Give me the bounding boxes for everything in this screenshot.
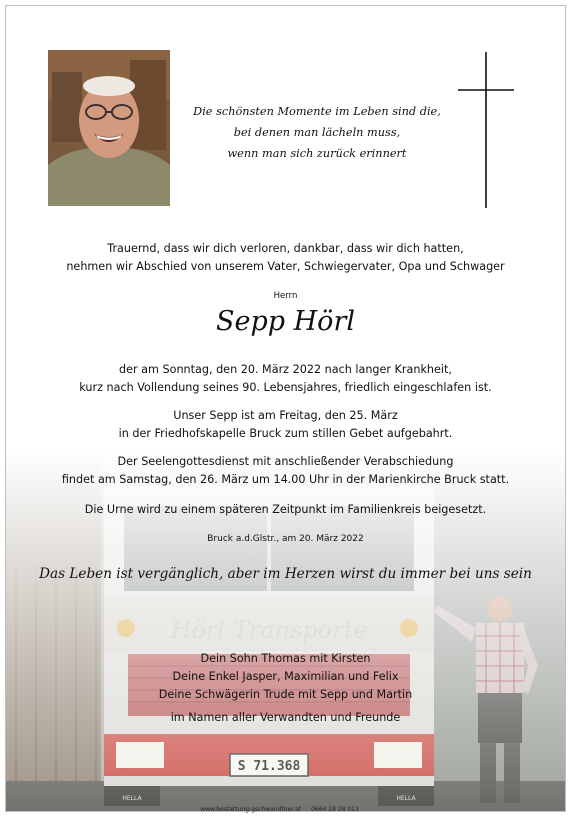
death-line: kurz nach Vollendung seines 90. Lebensjahres, friedlich eingeschlafen ist. <box>79 381 492 394</box>
service-text <box>6 453 565 489</box>
death-text <box>6 361 565 397</box>
quote-line: Die schönsten Momente im Leben sind die, <box>193 105 441 118</box>
service-line: Der Seelengottesdienst mit anschließender Verabschiedung <box>117 455 454 468</box>
urn-line: Die Urne wird zu einem späteren Zeitpunkt im Familienkreis beigesetzt. <box>84 503 487 516</box>
quote-line: wenn man sich zurück erinnert <box>227 147 407 160</box>
deceased-name: Sepp Hörl <box>216 306 355 337</box>
mourner-line: Deine Enkel Jasper, Maximilian und Felix <box>172 670 399 683</box>
mourner-line: Dein Sohn Thomas mit Kirsten <box>200 652 371 665</box>
death-line: der am Sonntag, den 20. März 2022 nach langer Krankheit, <box>119 363 452 376</box>
motto: Das Leben ist vergänglich, aber im Herzen wirst du immer bei uns sein <box>39 566 532 582</box>
footer-phone: 0664 28 28 013 <box>311 806 359 813</box>
intro-text <box>6 240 565 276</box>
portrait-photo <box>48 50 170 206</box>
place-date: Bruck a.d.Glstr., am 20. März 2022 <box>207 534 364 544</box>
footer <box>0 806 559 813</box>
quote-line: bei denen man lächeln muss, <box>233 126 401 139</box>
mourners-list <box>6 650 565 704</box>
intro-line: nehmen wir Abschied von unserem Vater, Schwiegervater, Opa und Schwager <box>66 260 505 273</box>
viewing-text <box>6 407 565 443</box>
parte-sheet <box>5 5 566 812</box>
viewing-line: Unser Sepp ist am Freitag, den 25. März <box>173 409 398 422</box>
relatives-text: im Namen aller Verwandten und Freunde <box>170 711 401 724</box>
salutation: Herrn <box>273 291 298 301</box>
service-line: findet am Samstag, den 26. März um 14.00 Uhr in der Marienkirche Bruck statt. <box>61 473 510 486</box>
cross-icon <box>458 52 518 208</box>
intro-line: Trauernd, dass wir dich verloren, dankbar, dass wir dich hatten, <box>107 242 464 255</box>
mourner-line: Deine Schwägerin Trude mit Sepp und Martin <box>158 688 413 701</box>
footer-website[interactable]: www.bestattung-gschwandtner.at <box>200 806 302 813</box>
memorial-quote <box>182 101 452 164</box>
viewing-line: in der Friedhofskapelle Bruck zum stillen Gebet aufgebahrt. <box>118 427 453 440</box>
urn-text <box>6 501 565 519</box>
